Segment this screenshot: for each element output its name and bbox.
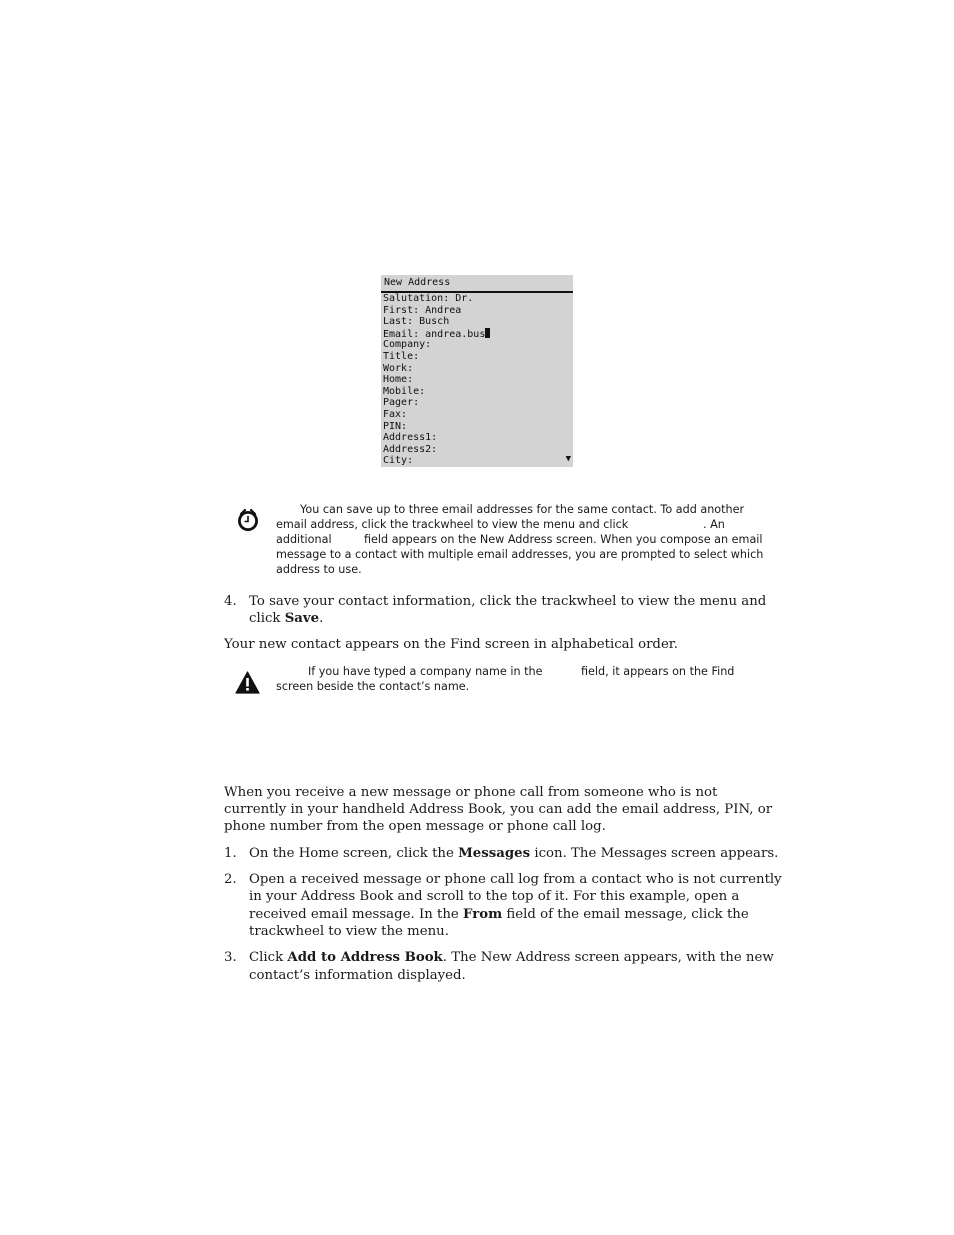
warning-line: field, it appears on the Find xyxy=(581,665,735,678)
screen-field: Address2: xyxy=(383,443,438,455)
clock-tip-icon xyxy=(236,508,260,536)
scroll-down-icon: ▼ xyxy=(565,454,571,465)
from-field-label: From xyxy=(462,907,503,922)
screen-field-email-text: Email: andrea.bus xyxy=(383,328,486,340)
text: field of the email message, click the xyxy=(502,907,749,922)
screen-field: Last: Busch xyxy=(383,316,450,328)
tip-line: address to use. xyxy=(276,563,362,576)
text: Click xyxy=(249,950,288,965)
screen-field-email xyxy=(383,328,490,340)
screen-field: Pager: xyxy=(383,397,420,409)
screen-field: Title: xyxy=(383,350,420,362)
tip-line: . An xyxy=(703,518,725,531)
step-2-text: in your Address Book and scroll to the top of it. For this example, open a xyxy=(249,889,740,904)
step-number: 1. xyxy=(224,846,237,861)
intro-line: When you receive a new message or phone call from someone who is not xyxy=(224,785,718,800)
screen-field: Mobile: xyxy=(383,385,426,397)
result-text: Your new contact appears on the Find screen in alphabetical order. xyxy=(224,637,678,652)
text: . xyxy=(319,611,324,626)
screen-field: Fax: xyxy=(383,408,408,420)
new-address-screenshot xyxy=(381,275,573,467)
text-cursor xyxy=(485,328,490,338)
step-number: 3. xyxy=(224,950,237,965)
tip-line: field appears on the New Address screen. When you compose an email xyxy=(364,533,763,546)
text: icon. The Messages screen appears. xyxy=(530,846,779,861)
step-text xyxy=(249,610,323,627)
intro-line: phone number from the open message or phone call log. xyxy=(224,819,606,834)
screen-field-list xyxy=(383,293,490,467)
screen-title: New Address xyxy=(384,277,451,288)
screen-field: Home: xyxy=(383,374,414,386)
messages-label: Messages xyxy=(458,846,531,861)
step-1-text xyxy=(249,845,778,862)
step-text: To save your contact information, click the trackwheel to view the menu and xyxy=(249,594,767,609)
screen-field: PIN: xyxy=(383,420,408,432)
text: On the Home screen, click the xyxy=(249,846,459,861)
step-2-text: Open a received message or phone call log from a contact who is not currently xyxy=(249,872,782,887)
tip-line: additional xyxy=(276,533,332,546)
screen-field: First: Andrea xyxy=(383,304,462,316)
text: click xyxy=(249,611,285,626)
tip-line: email address, click the trackwheel to view the menu and click xyxy=(276,518,629,531)
step-2-text xyxy=(249,906,749,923)
intro-line: currently in your handheld Address Book, you can add the email address, PIN, or xyxy=(224,802,773,817)
text: . The New Address screen appears, with the new xyxy=(442,950,774,965)
save-menu-item-label: Save xyxy=(284,611,320,626)
screen-field: Address1: xyxy=(383,432,438,444)
step-number: 4. xyxy=(224,594,237,609)
screen-field: Company: xyxy=(383,339,432,351)
screen-field: Work: xyxy=(383,362,414,374)
step-number: 2. xyxy=(224,872,237,887)
tip-line: You can save up to three email addresses for the same contact. To add another xyxy=(300,503,745,516)
step-3-text: contact’s information displayed. xyxy=(249,968,466,983)
text: received email message. In the xyxy=(249,907,463,922)
screen-field: City: xyxy=(383,455,414,467)
step-2-text: trackwheel to view the menu. xyxy=(249,924,449,939)
add-to-address-book-label: Add to Address Book xyxy=(287,950,443,965)
tip-line: message to a contact with multiple email addresses, you are prompted to select which xyxy=(276,548,764,561)
warning-line: If you have typed a company name in the xyxy=(308,665,543,678)
warning-icon xyxy=(235,671,260,698)
step-3-text xyxy=(249,949,774,966)
warning-line: screen beside the contact’s name. xyxy=(276,680,470,693)
screen-field: Salutation: Dr. xyxy=(383,293,474,304)
